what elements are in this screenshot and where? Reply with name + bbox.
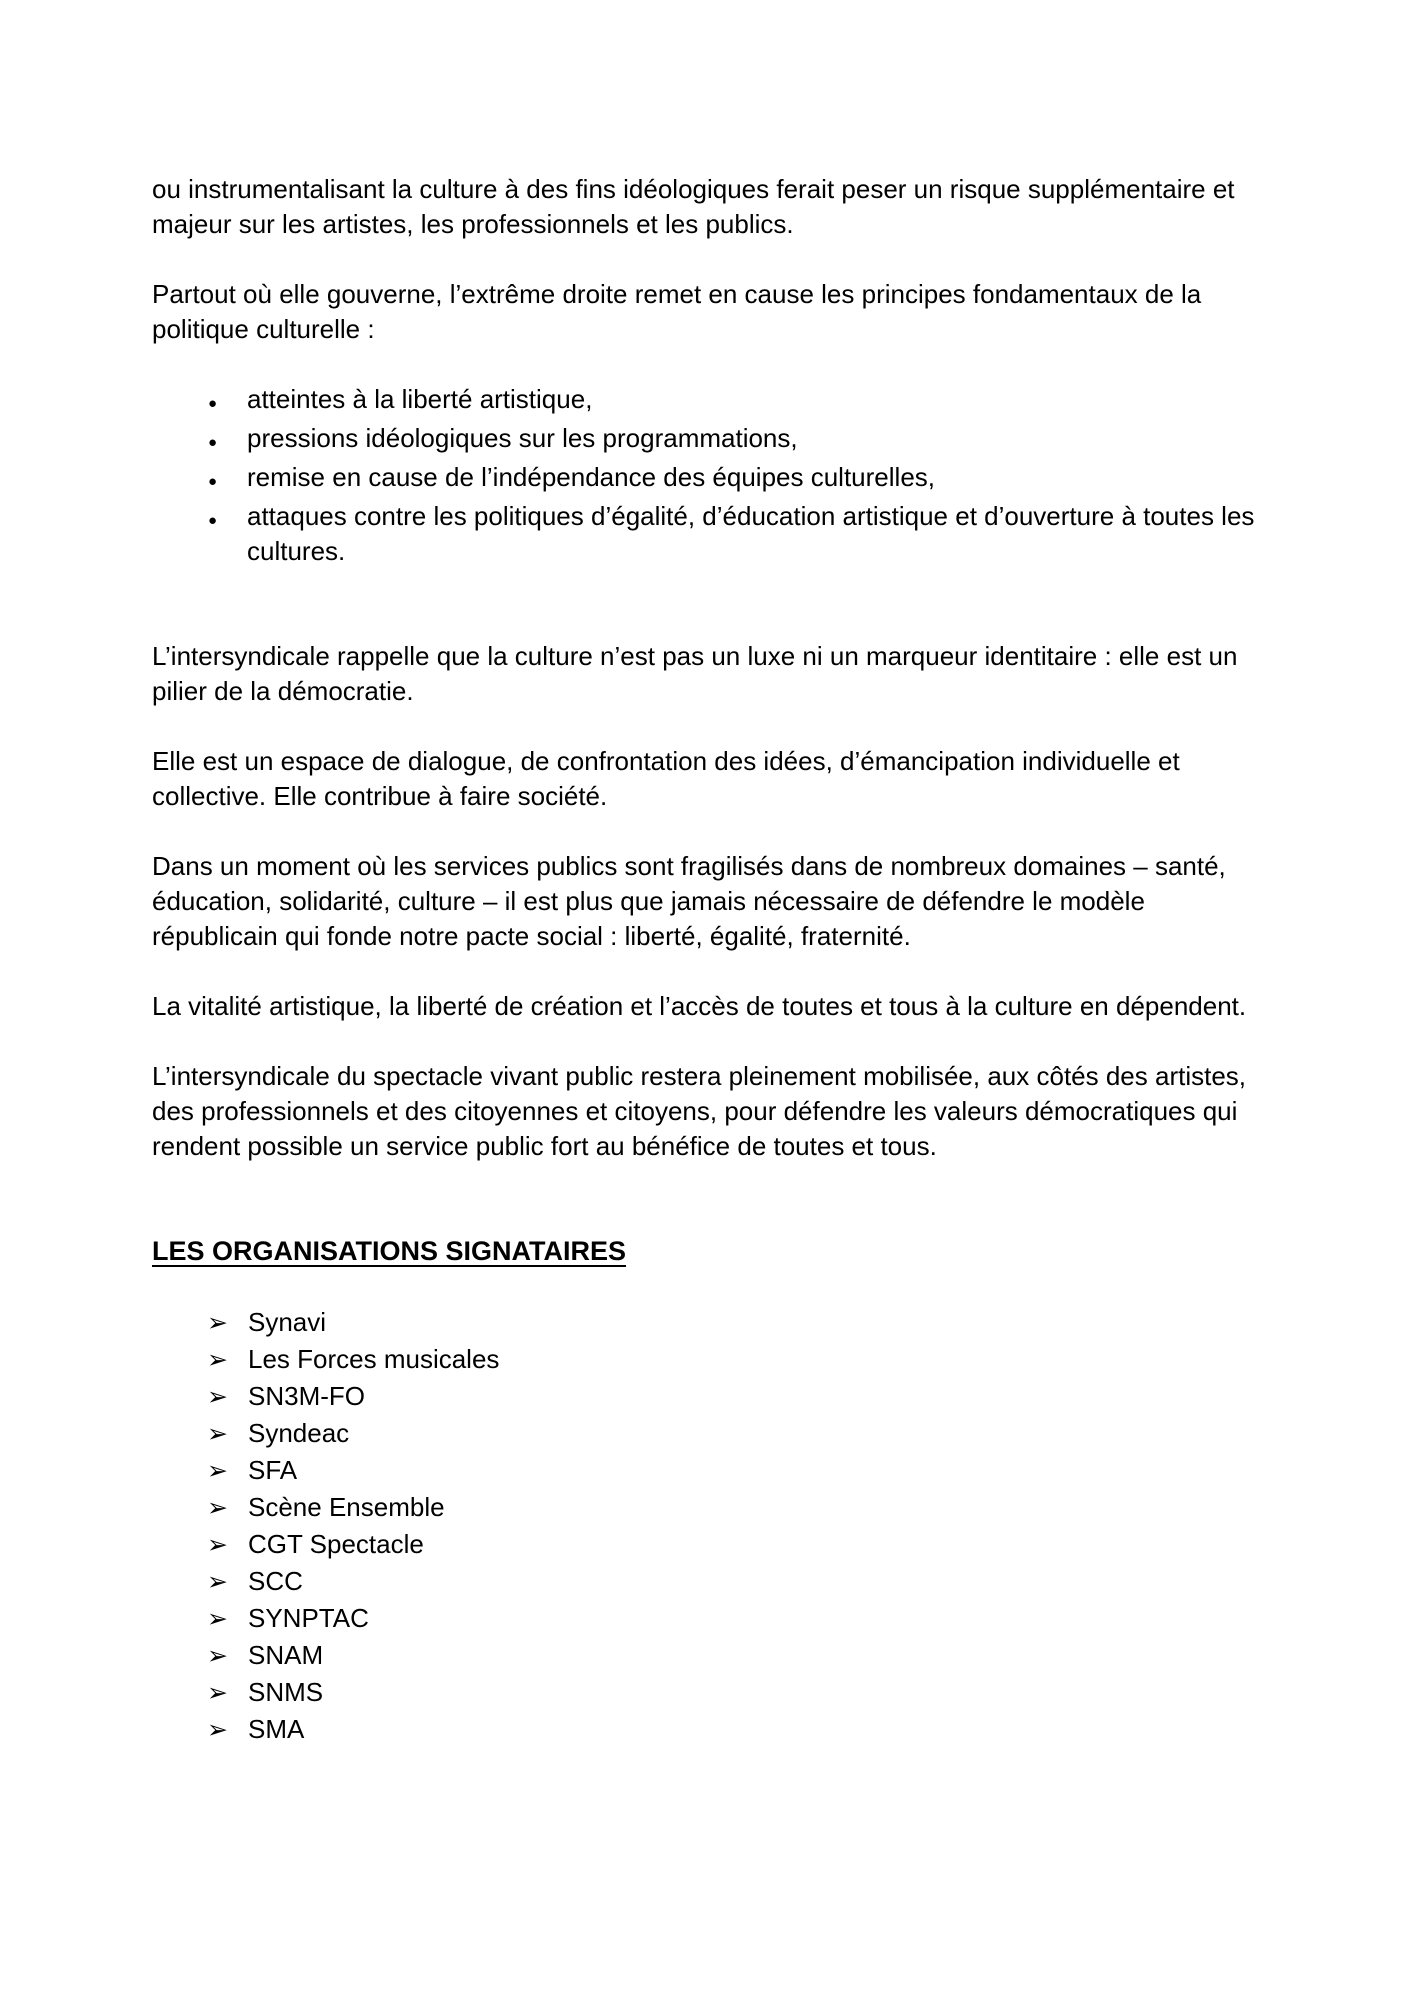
bullet-dot-icon: ● (208, 434, 218, 451)
arrow-bullet-icon: ➢ (207, 1309, 228, 1337)
signatory-name: Scène Ensemble (248, 1492, 445, 1522)
signatory-name: CGT Spectacle (248, 1529, 424, 1559)
signatory-name: SNAM (248, 1640, 324, 1670)
signatories-heading: LES ORGANISATIONS SIGNATAIRES (152, 1236, 627, 1266)
arrow-bullet-icon: ➢ (207, 1568, 228, 1596)
bullet-item (152, 499, 1262, 569)
list-item (152, 1304, 1262, 1341)
arrow-bullet-icon: ➢ (207, 1346, 228, 1374)
bullet-dot-icon: ● (208, 473, 218, 490)
arrow-bullet-icon: ➢ (207, 1605, 228, 1633)
arrow-bullet-icon: ➢ (207, 1716, 228, 1744)
body-paragraph-5: L’intersyndicale du spectacle vivant public restera pleinement mobilisée, aux côtés des artistes, des professionnels et des citoyennes et citoyens, pour défendre les valeurs démocratiques qui rendent possible un service public fort au bénéfice de toutes et tous. (152, 1061, 1247, 1161)
intro-paragraph-1: ou instrumentalisant la culture à des fins idéologiques ferait peser un risque supplémentaire et majeur sur les artistes, les professionnels et les publics. (152, 174, 1235, 239)
list-item (152, 1415, 1262, 1452)
signatory-name: SN3M-FO (248, 1381, 365, 1411)
signatory-name: SNMS (248, 1677, 324, 1707)
issues-bullet-list (152, 382, 1262, 569)
arrow-bullet-icon: ➢ (207, 1457, 228, 1485)
list-item (152, 1452, 1262, 1489)
signatory-name: SFA (248, 1455, 298, 1485)
intro-paragraph-2: Partout où elle gouverne, l’extrême droite remet en cause les principes fondamentaux de la politique culturelle : (152, 279, 1202, 344)
list-item (152, 1711, 1262, 1748)
arrow-bullet-icon: ➢ (207, 1494, 228, 1522)
list-item (152, 1489, 1262, 1526)
list-item (152, 1563, 1262, 1600)
list-item (152, 1674, 1262, 1711)
arrow-bullet-icon: ➢ (207, 1383, 228, 1411)
list-item (152, 1526, 1262, 1563)
signatory-name: Les Forces musicales (248, 1344, 500, 1374)
bullet-item-text: attaques contre les politiques d’égalité, d’éducation artistique et d’ouverture à toutes les cultures. (247, 501, 1255, 566)
list-item (152, 1600, 1262, 1637)
body-paragraph-4: La vitalité artistique, la liberté de création et l’accès de toutes et tous à la culture en dépendent. (152, 991, 1247, 1021)
arrow-bullet-icon: ➢ (207, 1531, 228, 1559)
body-paragraph-3: Dans un moment où les services publics sont fragilisés dans de nombreux domaines – santé, éducation, solidarité, culture – il est plus que jamais nécessaire de défendre le modèle républicain qui fonde notre pacte social : liberté, égalité, fraternité. (152, 851, 1226, 951)
bullet-dot-icon: ● (208, 512, 218, 529)
signatories-list (152, 1304, 1262, 1748)
bullet-item-text: pressions idéologiques sur les programmations, (247, 423, 798, 453)
body-paragraph-1: L’intersyndicale rappelle que la culture n’est pas un luxe ni un marqueur identitaire : elle est un pilier de la démocratie. (152, 641, 1238, 706)
arrow-bullet-icon: ➢ (207, 1420, 228, 1448)
bullet-item (152, 460, 1262, 499)
body-paragraph-2: Elle est un espace de dialogue, de confrontation des idées, d’émancipation individuelle et collective. Elle contribue à faire société. (152, 746, 1180, 811)
list-item (152, 1341, 1262, 1378)
bullet-item-text: remise en cause de l’indépendance des équipes culturelles, (247, 462, 935, 492)
bullet-item-text: atteintes à la liberté artistique, (247, 384, 593, 414)
signatory-name: Synavi (248, 1307, 327, 1337)
signatory-name: SMA (248, 1714, 305, 1744)
bullet-item (152, 382, 1262, 421)
bullet-item (152, 421, 1262, 460)
list-item (152, 1637, 1262, 1674)
signatory-name: Syndeac (248, 1418, 350, 1448)
arrow-bullet-icon: ➢ (207, 1642, 228, 1670)
list-item (152, 1378, 1262, 1415)
bullet-dot-icon: ● (208, 395, 218, 412)
arrow-bullet-icon: ➢ (207, 1679, 228, 1707)
signatory-name: SCC (248, 1566, 303, 1596)
signatory-name: SYNPTAC (248, 1603, 369, 1633)
